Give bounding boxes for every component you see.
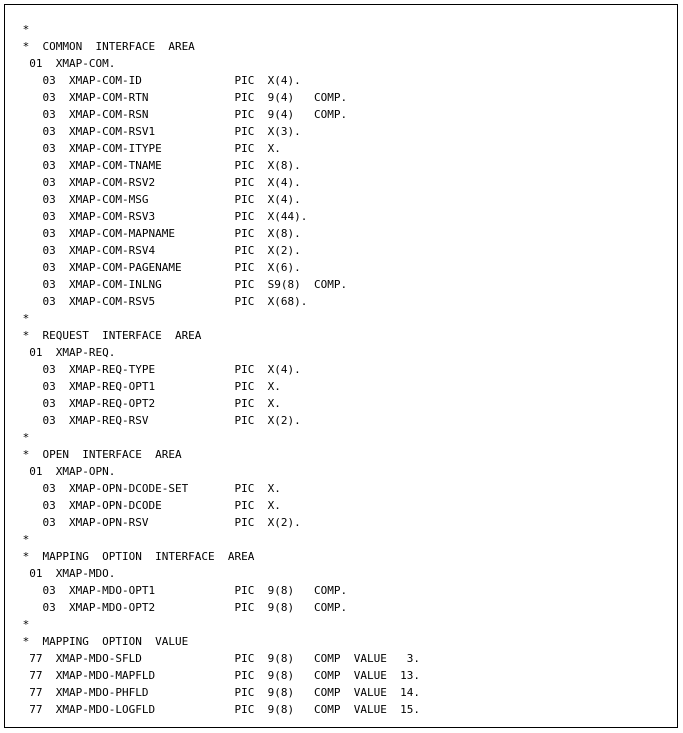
- code-line: * MAPPING OPTION INTERFACE AREA: [16, 550, 255, 563]
- code-line: 03 XMAP-COM-RSV4 PIC X(2).: [16, 244, 301, 257]
- code-line: 03 XMAP-COM-ID PIC X(4).: [16, 74, 301, 87]
- code-line: *: [16, 23, 30, 36]
- code-line: 01 XMAP-REQ.: [16, 346, 116, 359]
- code-line: 01 XMAP-MDO.: [16, 567, 116, 580]
- code-line: 03 XMAP-COM-INLNG PIC S9(8) COMP.: [16, 278, 348, 291]
- code-line: 03 XMAP-MDO-OPT2 PIC 9(8) COMP.: [16, 601, 348, 614]
- code-line: 03 XMAP-COM-MSG PIC X(4).: [16, 193, 301, 206]
- code-line: * MAPPING OPTION VALUE: [16, 635, 189, 648]
- code-line: 77 XMAP-MDO-PHFLD PIC 9(8) COMP VALUE 14.: [16, 686, 420, 699]
- code-line: 03 XMAP-REQ-RSV PIC X(2).: [16, 414, 301, 427]
- code-line: 03 XMAP-COM-RSN PIC 9(4) COMP.: [16, 108, 348, 121]
- code-line: 01 XMAP-OPN.: [16, 465, 116, 478]
- code-line: *: [16, 431, 30, 444]
- code-line: 03 XMAP-COM-ITYPE PIC X.: [16, 142, 281, 155]
- code-listing-frame: [4, 4, 678, 728]
- code-line: * COMMON INTERFACE AREA: [16, 40, 195, 53]
- code-line: *: [16, 618, 30, 631]
- cobol-code-block: [16, 21, 676, 718]
- code-line: 03 XMAP-COM-RSV5 PIC X(68).: [16, 295, 308, 308]
- code-line: * OPEN INTERFACE AREA: [16, 448, 182, 461]
- code-line: 03 XMAP-COM-TNAME PIC X(8).: [16, 159, 301, 172]
- code-line: 03 XMAP-COM-PAGENAME PIC X(6).: [16, 261, 301, 274]
- code-line: 03 XMAP-MDO-OPT1 PIC 9(8) COMP.: [16, 584, 348, 597]
- code-line: 03 XMAP-COM-RSV3 PIC X(44).: [16, 210, 308, 223]
- code-line: 03 XMAP-OPN-DCODE-SET PIC X.: [16, 482, 281, 495]
- code-line: 03 XMAP-COM-MAPNAME PIC X(8).: [16, 227, 301, 240]
- code-line: 03 XMAP-OPN-DCODE PIC X.: [16, 499, 281, 512]
- code-line: 03 XMAP-COM-RSV2 PIC X(4).: [16, 176, 301, 189]
- code-line: 03 XMAP-REQ-OPT1 PIC X.: [16, 380, 281, 393]
- code-line: 03 XMAP-COM-RTN PIC 9(4) COMP.: [16, 91, 348, 104]
- code-line: 77 XMAP-MDO-MAPFLD PIC 9(8) COMP VALUE 13.: [16, 669, 420, 682]
- code-line: 01 XMAP-COM.: [16, 57, 116, 70]
- code-line: 03 XMAP-OPN-RSV PIC X(2).: [16, 516, 301, 529]
- code-line: *: [16, 533, 30, 546]
- code-line: 03 XMAP-REQ-OPT2 PIC X.: [16, 397, 281, 410]
- code-line: *: [16, 312, 30, 325]
- code-line: 03 XMAP-REQ-TYPE PIC X(4).: [16, 363, 301, 376]
- code-line: * REQUEST INTERFACE AREA: [16, 329, 202, 342]
- code-line: 03 XMAP-COM-RSV1 PIC X(3).: [16, 125, 301, 138]
- code-line: 77 XMAP-MDO-LOGFLD PIC 9(8) COMP VALUE 15.: [16, 703, 420, 716]
- code-line: 77 XMAP-MDO-SFLD PIC 9(8) COMP VALUE 3.: [16, 652, 420, 665]
